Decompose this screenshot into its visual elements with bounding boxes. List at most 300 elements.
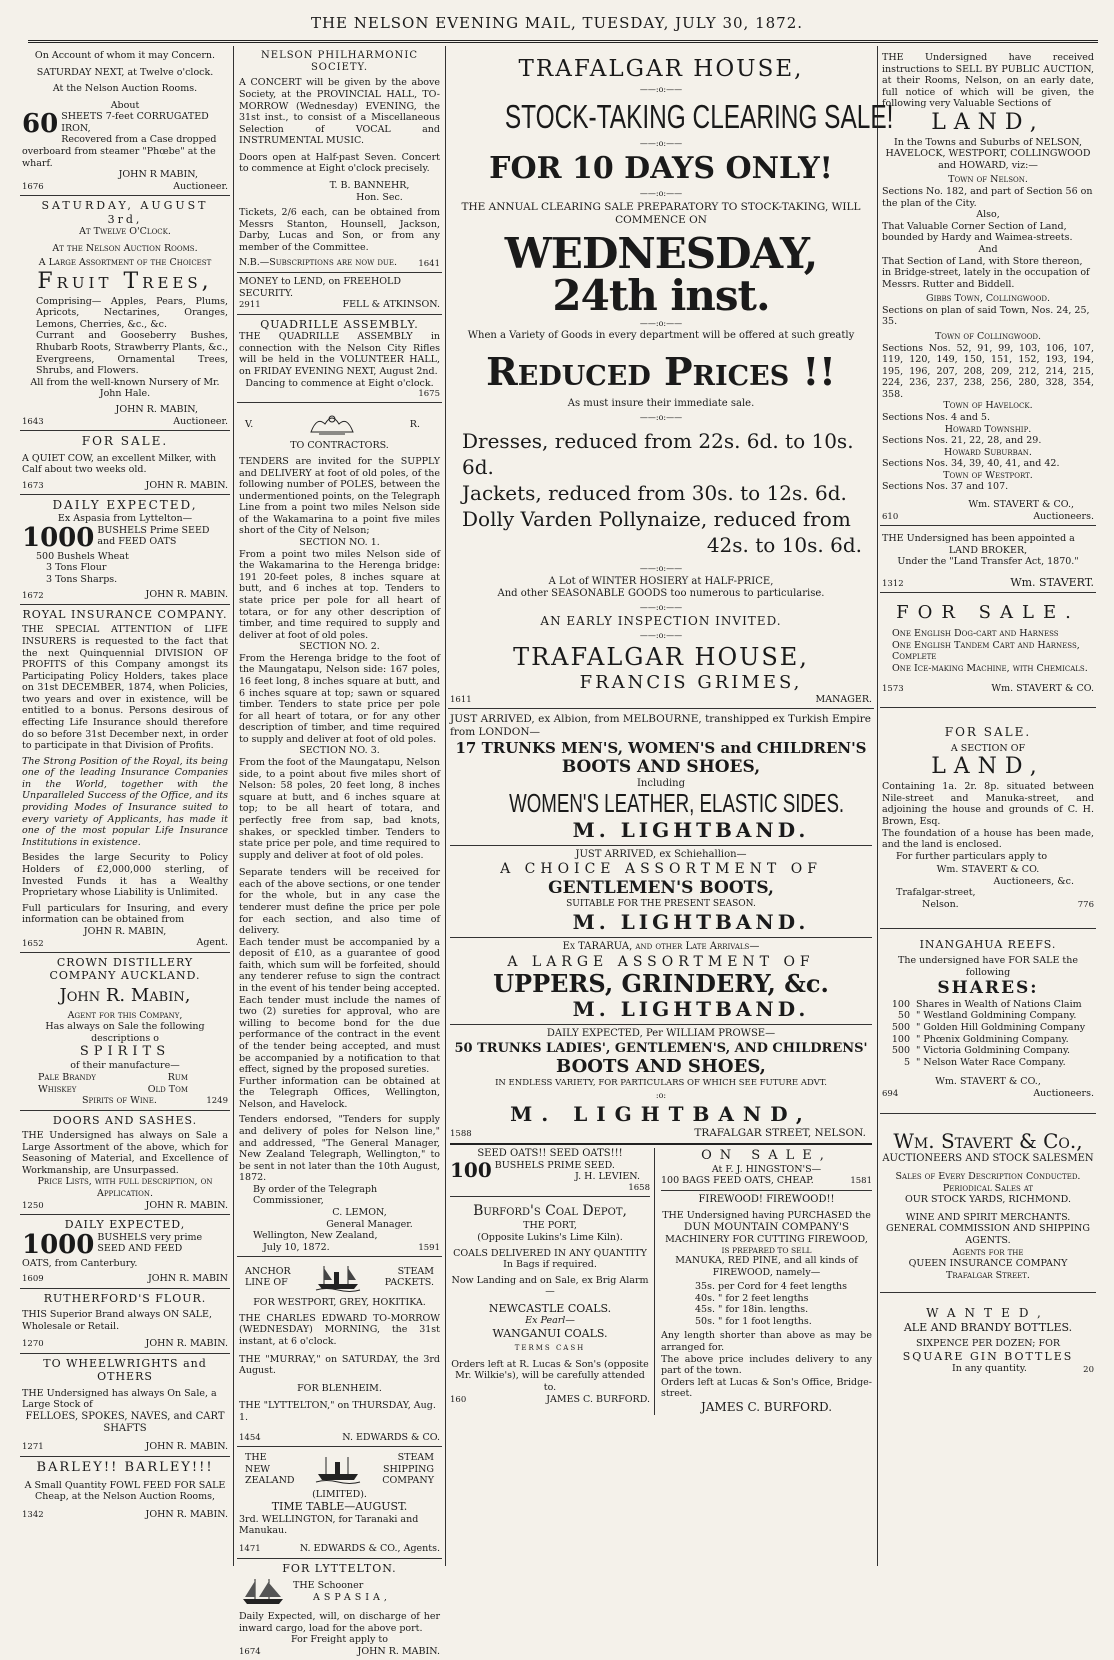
share-company: " Victoria Goldmining Company. — [916, 1045, 1071, 1057]
ad-line: Comprising— Apples, Pears, Plums, Apricots, Nectarines, Oranges, Lemons, Cherries, &c., &c. — [36, 295, 228, 330]
ad-line: A CHOICE ASSORTMENT OF — [500, 861, 822, 878]
seasonable-line: And other SEASONABLE GOODS too numerous to particularise. — [497, 588, 825, 600]
ad-line: Doors open at Half-past Seven. Concert to commence at Eight o'clock precisely. — [239, 151, 440, 175]
signature: J. H. LEVIEN. — [575, 1171, 640, 1183]
ad-line: Gibbs Town, Collingwood. — [926, 293, 1050, 305]
ad-line: Including — [636, 778, 686, 790]
ad-heading: FOR LYTTELTON. — [282, 1561, 397, 1575]
ad-line: COALS DELIVERED IN ANY QUANTITY — [453, 1247, 647, 1259]
ad-line: In the Towns and Suburbs of NELSON, HAVELOCK, WESTPORT, COLLINGWOOD and HOWARD, viz:— — [885, 136, 1091, 171]
advert-crown-distillery — [20, 953, 230, 1111]
ad-line: THE CHARLES EDWARD TO-MORROW (WEDNESDAY) MORNING, the 31st instant, at 6 o'clock. — [239, 1312, 440, 1348]
separator: ——:o:—— — [639, 630, 683, 640]
ad-line: That Section of Land, with Store thereon, in Bridge-street, lately in the occupation of Messrs. Rutter and Biddell. — [882, 255, 1090, 290]
ad-line: TERMS CASH — [514, 1344, 586, 1353]
ad-paragraph: Full particulars for Insuring, and every information can be obtained from — [22, 902, 228, 926]
ad-line: 3 Tons Flour — [46, 562, 107, 574]
ad-number: 20 — [1083, 1364, 1094, 1375]
ad-line: Orders left at Lucas & Son's Office, Bridge-street. — [661, 1376, 872, 1400]
firewood-price-row: 35s. per Cord for 4 feet lengths — [695, 1281, 848, 1293]
ad-line: For Freight apply to — [291, 1634, 388, 1646]
ad-line: 3rd. WELLINGTON, for Taranaki and Manukau. — [239, 1513, 419, 1537]
ad-heading: BARLEY!! BARLEY!!! — [36, 1459, 214, 1475]
ad-line: That Valuable Corner Section of Land, bounded by Hardy and Waimea-streets. — [882, 220, 1073, 244]
ad-line: AUCTIONEERS AND STOCK SALESMEN — [882, 1152, 1094, 1164]
advert-philharmonic — [237, 47, 442, 273]
ad-number: 1591 — [418, 1242, 440, 1253]
ad-paragraph: From the Herenga bridge to the foot of the Maungatapu, Nelson side: 167 poles, 16 feet long, 8 inches square at butt, and 6 inches square at top; sawn or squared timber. Tenders to state price per pole for all heart of totara, or for any other description of timber, and time required to supply and deliver at foot of old poles. — [239, 652, 440, 745]
share-row — [882, 1022, 1094, 1034]
ad-line: For further particulars apply to — [896, 850, 1048, 862]
ad-line: A Large Assortment of the Choicest — [38, 257, 212, 269]
ad-number: 1471 — [239, 1544, 261, 1555]
place: Wellington, New Zealand, — [253, 1230, 378, 1242]
separator: ——:o:—— — [639, 602, 683, 612]
signature: JOHN R. MABIN. — [145, 1199, 228, 1211]
ad-paragraph: TENDERS are invited for the SUPPLY and DELIVERY at foot of old poles, of the following number of POLES, between the undermentioned points, on the Telegraph Line from a point two miles Nelson side of the Wakamarina to a point five miles short of the City of Nelson; — [239, 456, 440, 537]
signature: JOHN R MABIN, — [118, 169, 198, 181]
ad-number: 1271 — [22, 1442, 44, 1453]
ad-heading: STEAM — [397, 1265, 434, 1277]
ad-line: Town of Nelson. — [948, 174, 1028, 186]
advert-rutherfords-flour — [20, 1289, 230, 1354]
role: Hon. Sec. — [356, 191, 403, 203]
signature: Wm. STAVERT. — [1010, 575, 1094, 589]
ad-line: By order of the Telegraph Commissioner, — [253, 1183, 378, 1207]
ad-line: MACHINERY FOR CUTTING FIREWOOD, — [665, 1234, 868, 1246]
ad-line: Sections on plan of said Town, Nos. 24, 25, 35. — [882, 304, 1090, 328]
separator: ——:o:—— — [639, 139, 683, 149]
role: Auctioneer. — [173, 415, 228, 427]
advert-cow — [20, 431, 230, 495]
ad-line: NEWCASTLE COALS. — [488, 1301, 612, 1315]
ad-heading: SHIPPING — [383, 1463, 434, 1475]
ad-paragraph: THE SPECIAL ATTENTION of LIFE INSURERS is requested to the fact that the next Quinquennial DIVISION OF PROFITS of this Company amongst its Participating Policy Holders, takes place on 31st DECEMBER, 1874, when Policies, two years and over in existence, will be entitled to a bonus. Persons desirous of effecting Life Insurance should therefore do so before 31st December next, in order to participate in that Division of Profits. — [22, 624, 228, 752]
ad-number: 1676 — [22, 182, 44, 192]
ad-line: DUN MOUNTAIN COMPANY'S — [683, 1221, 850, 1234]
signature: Wm. STAVERT & CO., — [935, 1076, 1041, 1088]
product: Pale Brandy — [38, 1071, 96, 1083]
column-4 — [880, 47, 1096, 1565]
steamship-icon — [314, 1262, 362, 1292]
hosiery-line: A Lot of WINTER HOSIERY at HALF-PRICE, — [548, 576, 774, 588]
role: Auctioneers. — [1033, 1087, 1094, 1099]
ad-line: The foundation of a house has been made, and the land is enclosed. — [882, 827, 1094, 851]
share-company: " Westland Goldmining Company. — [916, 1010, 1077, 1022]
ad-line: 3 Tons Sharps. — [46, 573, 118, 585]
ad-line: Recovered from a Case dropped overboard from steamer "Phœbe" at the wharf. — [22, 134, 217, 169]
advert-firewood — [661, 1194, 872, 1415]
ad-paragraph: Further information can be obtained at the Telegraph Offices, Wellington, Nelson, and Havelock. — [239, 1075, 440, 1110]
signature: T. B. BANNEHR, — [329, 180, 410, 191]
ad-paragraph: The Strong Position of the Royal, its being one of the leading Insurance Companies in the World, together with the Unparalleled Success of the Office, and its providing Modes of Insurance suited to every variety of Applicants, has made it one of the most popular Life Insurance Institutions in existence. — [22, 755, 228, 848]
ad-line: Trafalgar Street. — [946, 1269, 1030, 1281]
signature: JAMES C. BURFORD. — [546, 1393, 650, 1405]
ad-line: Orders left at R. Lucas & Son's (opposite Mr. Wilkie's), will be carefully attended to. — [451, 1358, 649, 1393]
mabin-title: John R. Mabin, — [59, 984, 191, 1006]
share-row — [882, 1045, 1094, 1057]
ad-heading: DAILY EXPECTED, — [52, 498, 198, 513]
signature: N. EDWARDS & CO., Agents. — [299, 1542, 440, 1554]
advert-inangahua-reefs — [880, 929, 1096, 1114]
ad-number: 1581 — [850, 1176, 872, 1187]
ad-line: FOR BLENHEIM. — [297, 1382, 382, 1394]
ad-line: Agents for the — [952, 1246, 1024, 1258]
big-number: 1000 — [22, 522, 95, 553]
ad-number: 1658 — [628, 1183, 650, 1193]
ad-line: At Twelve O'Clock. — [79, 226, 171, 238]
ad-heading: DAILY EXPECTED, — [64, 1218, 186, 1232]
separator: ——:o:—— — [639, 412, 683, 422]
role: General Manager. — [326, 1218, 413, 1230]
ad-number: 1312 — [882, 579, 904, 589]
ad-line: IS PREPARED TO SELL — [721, 1245, 812, 1255]
product: Spirits of Wine. — [82, 1095, 157, 1107]
ad-line: (LIMITED). — [312, 1488, 367, 1500]
ad-line: Sales of Every Description Conducted. — [895, 1171, 1081, 1183]
ad-line: Under the "Land Transfer Act, 1870." — [897, 556, 1079, 568]
ad-line: 500 Bushels Wheat — [36, 550, 129, 562]
product: Rum — [167, 1071, 188, 1083]
ad-line: Sections Nos. 34, 39, 40, 41, and 42. — [882, 458, 1060, 470]
ad-heading: ON SALE, — [701, 1147, 832, 1163]
ad-line: At the Nelson Auction Rooms. — [52, 83, 198, 95]
ad-number: 610 — [882, 511, 899, 522]
ad-paragraph: Tenders endorsed, "Tenders for supply and delivery of poles for Nelson line," and addressed, "The General Manager, New Zealand Telegraph, Wellington," to be sent in not later than the 10th August, 1872. — [239, 1114, 440, 1184]
advert-section-of-land — [880, 708, 1096, 928]
ad-line: QUEEN INSURANCE COMPANY — [908, 1258, 1068, 1270]
ad-line: Now Landing and on Sale, ex Brig Alarm— — [451, 1274, 649, 1298]
ad-number: 2911 — [239, 300, 261, 311]
ad-heading: FIREWOOD! FIREWOOD!! — [698, 1193, 835, 1205]
ad-line: Town of Westport. — [943, 469, 1033, 481]
lightband-signature: M. LIGHTBAND, — [510, 1102, 812, 1127]
vr-letter: R. — [409, 418, 420, 430]
inspection-line: AN EARLY INSPECTION INVITED. — [540, 614, 782, 629]
ad-line: All from the well-known Nursery of Mr. John Hale. — [30, 376, 220, 400]
advert-quadrille — [237, 315, 442, 404]
ad-line: FOR WESTPORT, GREY, HOKITIKA. — [253, 1297, 426, 1309]
ad-paragraph: Each tender must be accompanied by a deposit of £10, as a guarantee of good faith, which sum will be forfeited, should any tenderer refuse to sign the contract in the event of his tender being accepted. — [239, 936, 440, 995]
signature: JOHN R. MABIN. — [145, 589, 228, 601]
separator: ——:o:—— — [639, 189, 683, 199]
ad-line: GENERAL COMMISSION AND SHIPPING AGENTS. — [886, 1223, 1090, 1246]
ad-heading: QUADRILLE ASSEMBLY. — [260, 317, 419, 331]
ad-number: 1643 — [22, 416, 44, 427]
share-company: " Nelson Water Race Company. — [916, 1056, 1066, 1068]
ad-line: (Opposite Lukins's Lime Kiln). — [477, 1232, 623, 1244]
ad-number: 1674 — [239, 1646, 261, 1657]
ad-line: And — [978, 243, 998, 255]
ad-line: Dancing to commence at Eight o'clock. — [245, 377, 434, 389]
advert-wanted-bottles — [880, 1293, 1096, 1378]
ad-line: THE Schooner — [293, 1580, 364, 1592]
ad-heading: WANTED, — [926, 1306, 1050, 1321]
firewood-price-row: 40s. " for 2 feet lengths — [695, 1292, 809, 1304]
ad-heading: SEED OATS!! SEED OATS!!! — [477, 1147, 623, 1159]
signature: JOHN R. MABIN. — [357, 1645, 440, 1657]
ad-number: 1454 — [239, 1432, 261, 1443]
role: Agent. — [196, 937, 228, 949]
separator: ——:o:—— — [639, 564, 683, 574]
advert-nz-shipping — [237, 1447, 442, 1558]
ad-line: WANGANUI COALS. — [492, 1326, 608, 1340]
lightband-signature: M. LIGHTBAND. — [572, 909, 810, 934]
ad-heading: ANCHOR — [245, 1265, 291, 1277]
ad-line: Ex TARARUA, and other Late Arrivals— — [562, 941, 760, 953]
ad-number: 160 — [450, 1394, 467, 1405]
advert-feed-oats — [20, 1215, 230, 1289]
signature: JAMES C. BURFORD. — [700, 1399, 833, 1414]
advert-barley — [20, 1457, 230, 1524]
signature: JOHN R. MABIN. — [145, 1338, 228, 1350]
ad-line: In Bags if required. — [503, 1259, 597, 1271]
ad-line: Periodical Sales at — [942, 1182, 1034, 1194]
ad-line: LAND BROKER, — [948, 544, 1028, 556]
advert-stavert-co — [880, 1114, 1096, 1294]
ad-body: MONEY to LEND, on FREEHOLD SECURITY. — [239, 276, 401, 299]
signature: N. EDWARDS & CO. — [342, 1431, 440, 1443]
signature: C. LEMON, — [332, 1207, 387, 1219]
ad-line: MANUKA, RED PINE, and all kinds of FIREWOOD, namely— — [675, 1254, 858, 1278]
share-company: Shares in Wealth of Nations Claim — [916, 998, 1082, 1010]
wednesday-title: WEDNESDAY, 24th inst. — [504, 228, 818, 320]
ad-line: SATURDAY NEXT, at Twelve o'clock. — [36, 66, 214, 78]
section-heading: SECTION NO. 1. — [299, 537, 380, 549]
ad-line: 17 TRUNKS MEN'S, WOMEN'S and CHILDREN'S — [455, 739, 867, 758]
signature: JOHN R. MABIN, — [115, 403, 198, 415]
ad-line: The undersigned have FOR SALE the following — [898, 955, 1078, 978]
signature: Wm. STAVERT & CO., — [968, 499, 1074, 511]
ad-heading: PACKETS. — [384, 1277, 434, 1289]
ad-line: Agent for this Company, — [67, 1009, 183, 1021]
price-line: Dolly Varden Pollynaize, reduced from — [462, 507, 851, 532]
ad-number: 1675 — [418, 389, 440, 400]
royal-crest-icon — [307, 410, 357, 438]
ad-line: WINE AND SPIRIT MERCHANTS. — [905, 1211, 1071, 1223]
ad-line: OUR STOCK YARDS, RICHMOND. — [905, 1194, 1071, 1206]
ad-line: UPPERS, GRINDERY, &c. — [493, 968, 829, 998]
ad-number: 1609 — [22, 1274, 44, 1285]
ad-line: At F. J. HINGSTON'S— — [711, 1163, 822, 1175]
ad-line: At the Nelson Auction Rooms. — [52, 242, 198, 254]
trafalgar-title: TRAFALGAR HOUSE, — [518, 56, 804, 82]
ad-number: 1270 — [22, 1339, 44, 1350]
ad-line: of their manufacture— — [70, 1060, 180, 1072]
ad-line: THE "MURRAY," on SATURDAY, the 3rd August. — [239, 1353, 440, 1377]
ad-paragraph: Each tender must include the names of two (2) sureties for approval, who are willing to become bond for the due performance of the contract in the event of the tender being accepted, and must be accompanied by a notification to that effect, signed by the proposed sureties. — [239, 994, 440, 1076]
reduced-prices-title: Reduced Prices !! — [486, 348, 836, 394]
ad-line: Has always on Sale the following descriptions o — [45, 1021, 205, 1044]
advert-dog-cart — [880, 593, 1096, 708]
advert-contractors — [237, 403, 442, 1257]
lightband-signature: M. LIGHTBAND. — [572, 817, 810, 842]
ad-line: SUITABLE FOR THE PRESENT SEASON. — [566, 898, 756, 909]
ad-line: About — [110, 99, 140, 111]
share-count: 100 — [891, 998, 910, 1010]
ad-line: THE PORT, — [523, 1220, 577, 1232]
share-count: 5 — [903, 1056, 910, 1068]
ad-body: A Small Quantity FOWL FEED FOR SALE Cheap, at the Nelson Auction Rooms, — [24, 1479, 226, 1503]
ad-line: FELLOES, SPOKES, NAVES, and CART SHAFTS — [25, 1410, 225, 1434]
ad-number: 694 — [882, 1089, 899, 1100]
annual-sale-line: THE ANNUAL CLEARING SALE PREPARATORY TO STOCK-TAKING, WILL COMMENCE ON — [461, 201, 861, 226]
separator: ——:o:—— — [639, 85, 683, 95]
spirits-title: SPIRITS — [79, 1044, 171, 1060]
ad-line: Town of Collingwood. — [934, 330, 1042, 342]
ad-heading: SATURDAY, AUGUST 3rd, — [41, 199, 209, 226]
big-number: 60 — [22, 109, 59, 140]
price-line: 42s. to 10s. 6d. — [706, 533, 862, 558]
ad-number: 1249 — [206, 1096, 228, 1107]
ten-days-title: FOR 10 DAYS ONLY! — [489, 150, 833, 186]
signature: JOHN R. MABIN. — [145, 1508, 228, 1520]
ad-number: 1641 — [418, 258, 440, 269]
price-line: Jackets, reduced from 30s. to 12s. 6d. — [462, 481, 847, 506]
ad-line: WOMEN'S LEATHER, ELASTIC SIDES. — [509, 788, 845, 819]
ad-heading: FOR SALE. — [81, 434, 169, 449]
ad-paragraph: Separate tenders will be received for each of the above sections, or one tender for the whole, but in any case the tenderer must define the price per pole for each section, and also time of delivery. — [239, 867, 440, 937]
share-row — [882, 1034, 1094, 1046]
ad-line: THE Undersigned having PURCHASED the — [662, 1209, 871, 1221]
ad-number: 1573 — [882, 683, 904, 694]
ad-line: Daily Expected, will, on discharge of her inward cargo, load for the above port. — [239, 1610, 440, 1634]
advert-anchor-line — [237, 1257, 442, 1447]
ad-line: JUST ARRIVED, ex Schiehallion— — [575, 848, 747, 860]
column-divider — [445, 46, 446, 1566]
ad-number: 1673 — [22, 481, 44, 492]
ad-line: OATS, from Canterbury. — [22, 1257, 138, 1269]
ad-paragraph: From the foot of the Maungatapu, Nelson side, to a point about five miles short of Nelson: 58 poles, 20 feet long, 8 inches square at butt, and 6 inches square at top; to be all heart of totara, and perfectly free from sap, bad knots, shakes, or speckled timber. Tenders to state price per pole, and time required to supply and deliver at foot of old poles. — [239, 757, 440, 861]
ad-heading: DOORS AND SASHES. — [52, 1113, 198, 1127]
address: Nelson. — [922, 899, 959, 911]
ad-body: THE Undersigned have received instructions to SELL BY PUBLIC AUCTION, at their Rooms, Nelson, on an early date, full notice of which will be given, the following very Valuable Sections of — [882, 52, 1094, 110]
ad-heading: ZEALAND — [245, 1475, 295, 1487]
ad-heading: Burford's Coal Depot, — [473, 1203, 627, 1220]
ad-body: A QUIET COW, an excellent Milker, with Calf about two weeks old. — [22, 452, 217, 476]
ad-line: THE "LYTTELTON," on THURSDAY, Aug. 1. — [239, 1400, 436, 1423]
ad-heading: LINE OF — [245, 1277, 288, 1289]
ad-line: SIXPENCE PER DOZEN; FOR — [915, 1338, 1061, 1350]
ad-body: A CONCERT will be given by the above Society, at the PROVINCIAL HALL, TO-MORROW (Wednesday) EVENING, the 31st inst., to consist of a Miscellaneous Selection of VOCAL and INSTRUMENTAL MUSIC. — [239, 77, 440, 147]
ad-number: 1672 — [22, 590, 44, 601]
vr-letter: V. — [245, 418, 254, 430]
ad-line: SQUARE GIN BOTTLES — [902, 1349, 1074, 1363]
share-row — [882, 1057, 1094, 1069]
date: July 10, 1872. — [263, 1241, 330, 1253]
address: Trafalgar-street, — [896, 887, 976, 899]
ad-line: IN ENDLESS VARIETY, FOR PARTICULARS OF WHICH SEE FUTURE ADVT. — [495, 1078, 827, 1089]
ad-line: In any quantity. — [952, 1363, 1027, 1375]
share-count: 500 — [891, 1045, 910, 1057]
ad-line: 50 TRUNKS LADIES', GENTLEMEN'S, AND CHILDRENS' — [454, 1040, 868, 1056]
column-divider — [233, 46, 234, 1566]
ad-line: N.B.—Subscriptions are now due. — [239, 257, 397, 269]
advert-fruit-trees — [20, 196, 230, 431]
signature: JOHN R. MABIN, — [83, 925, 167, 937]
share-row — [882, 1010, 1094, 1022]
ad-paragraph: Besides the large Security to Policy Holders of £2,000,000 sterling, of Invested Funds it has a Wealthy Proprietary whose Liability is Unlimited. — [22, 852, 228, 899]
ad-line: Containing 1a. 2r. 8p. situated between Nile-street and Manuka-street, and adjoining the house and grounds of C. H. Brown, Esq. — [882, 781, 1094, 827]
share-count: 50 — [897, 1010, 910, 1022]
product: Old Tom — [147, 1083, 188, 1095]
variety-line: When a Variety of Goods in every department will be offered at such greatly — [467, 330, 855, 342]
ship-name: ASPASIA, — [313, 1591, 391, 1603]
ad-heading: THE — [245, 1452, 267, 1464]
ad-line: Town of Havelock. — [943, 400, 1033, 412]
share-company: " Golden Hill Goldmining Company — [916, 1022, 1086, 1034]
ad-number: 1342 — [22, 1509, 44, 1520]
ad-line: Sections Nos. 21, 22, 28, and 29. — [882, 435, 1042, 447]
advert-doors-sashes — [20, 1111, 230, 1215]
ad-heading: COMPANY — [382, 1475, 434, 1487]
ad-heading: RUTHERFORD'S FLOUR. — [43, 1291, 207, 1305]
ad-line: Currant and Gooseberry Bushes, Rhubarb Roots, Strawberry Plants, &c., Evergreens, Ornamental Trees, Shrubs, and Flowers. — [36, 330, 228, 377]
share-count: 100 — [891, 1033, 910, 1045]
ad-line: Sections No. 182, and part of Section 56 on the plan of the City. — [882, 186, 1093, 209]
advert-burford-coal — [450, 1203, 650, 1405]
ad-line: BOOTS AND SHOES, — [561, 757, 761, 778]
ad-line: JUST ARRIVED, ex Albion, from MELBOURNE, transhipped ex Turkish Empire from LONDON— — [450, 713, 871, 739]
ad-line: The above price includes delivery to any part of the town. — [661, 1353, 872, 1377]
ad-number: 1250 — [22, 1200, 44, 1211]
shares-title: SHARES: — [937, 978, 1039, 999]
share-company: " Phœnix Goldmining Company. — [916, 1033, 1069, 1045]
ensure-line: As must insure their immediate sale. — [567, 398, 755, 410]
signature: JOHN R. MABIN — [147, 1273, 228, 1285]
francis-grimes: FRANCIS GRIMES, — [579, 671, 803, 693]
ad-heading: FOR SALE. — [896, 602, 1080, 624]
ad-heading: CROWN DISTILLERY COMPANY AUCKLAND. — [49, 955, 201, 983]
ad-heading: ROYAL INSURANCE COMPANY. — [22, 607, 228, 621]
share-count: 500 — [891, 1022, 910, 1034]
firewood-price-row: 50s. " for 1 foot lengths. — [695, 1315, 812, 1327]
fruit-trees-title: Fruit Trees, — [37, 268, 213, 294]
ad-line: BOOTS AND SHOES, — [556, 1056, 766, 1078]
ad-line: Sections Nos. 52, 91, 99, 103, 106, 107, 119, 120, 149, 150, 151, 152, 193, 194, 195, 196, 207, 208, 209, 212, 214, 215, 224, 236, 237, 238, 256, 280, 328, 354, 358. — [882, 342, 1094, 400]
ad-line: Sections Nos. 37 and 107. — [882, 481, 1009, 493]
ad-body: THE Undersigned has always on Sale a Large Assortment of the above, which for Seasoning of Material, and Excellence of Workmanship, are Unsurpassed. — [22, 1130, 228, 1176]
ad-line: Howard Township. — [944, 423, 1032, 435]
advert-royal-insurance — [20, 605, 230, 953]
ad-body: THIS Superior Brand always ON SALE, Wholesale or Retail. — [22, 1309, 213, 1332]
land-title: LAND, — [931, 109, 1045, 135]
ad-line: Howard Suburban. — [944, 446, 1032, 458]
lightband-signature: M. LIGHTBAND. — [572, 996, 810, 1021]
ad-line: Price Lists, with full description, on Application. — [37, 1176, 213, 1199]
ad-body: THE Undersigned has been appointed a — [882, 533, 1075, 545]
stavert-title: Wm. Stavert & Co., — [893, 1128, 1083, 1153]
advert-for-lyttelton — [237, 1559, 442, 1660]
ad-line: BUSHELS Prime SEED and FEED OATS — [97, 524, 210, 548]
top-rule — [28, 40, 1098, 43]
ad-line: A LARGE ASSORTMENT OF — [507, 953, 815, 970]
shares-list — [882, 999, 1094, 1068]
advert-lightband — [448, 709, 874, 1417]
ad-line: One English Tandem Cart and Harness, Complete — [892, 639, 1080, 663]
role: MANAGER. — [815, 693, 872, 705]
advert-corrugated-iron — [20, 47, 230, 196]
firewood-price-row: 45s. " for 18in. lengths. — [695, 1304, 809, 1316]
column-divider — [877, 46, 878, 1566]
ad-line: On Account of whom it may Concern. — [34, 50, 216, 61]
ad-heading: NEW — [245, 1463, 271, 1475]
ad-number: 776 — [1077, 900, 1094, 911]
clearing-sale-title: STOCK-TAKING CLEARING SALE! — [504, 97, 894, 135]
ad-line: Any length shorter than above as may be arranged for. — [661, 1330, 872, 1353]
ad-line: BUSHELS PRIME SEED. — [494, 1159, 615, 1171]
schooner-icon — [239, 1577, 287, 1607]
